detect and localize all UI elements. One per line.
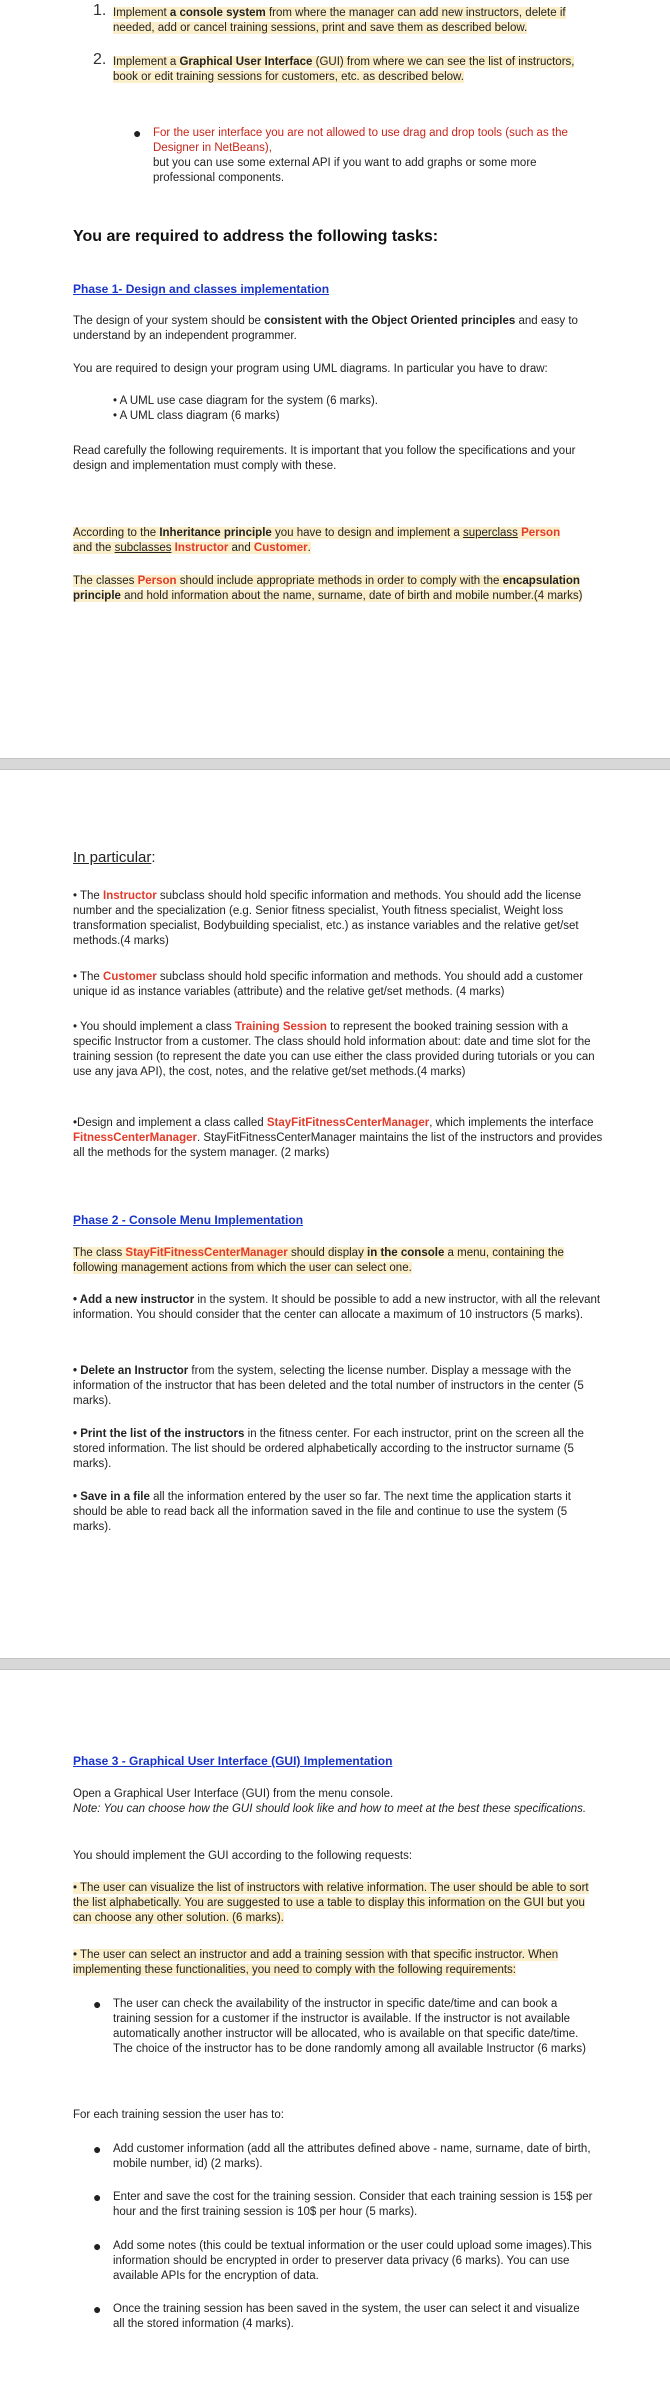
- bullet-icon: ●: [93, 2301, 102, 2317]
- page-separator: [0, 1658, 670, 1670]
- availability-bullet: ● The user can check the availability of the instructor in specific date/time and can book a training session for a customer if the instructor is available. If the instructor is not available automatically another instructor will be allocated, who is available on that specific date/time. The choice of the instructor has to be done randomly among all available Instructor (6 marks): [93, 1996, 587, 2055]
- numbered-item-1: [93, 2, 593, 36]
- phase3-title: Phase 3 - Graphical User Interface (GUI) Implementation: [73, 1754, 393, 1768]
- numbered-item-2: [93, 51, 593, 85]
- uml-item-1: • A UML use case diagram for the system (6 marks).: [113, 395, 378, 407]
- delete-instructor-item: • Delete an Instructor from the system, selecting the license number. Display a message with the information of the instructor that has been deleted and the total number of instructors in the center (5 marks).: [73, 1365, 584, 1407]
- page-3: [0, 1670, 670, 2400]
- bullet-icon: ●: [93, 2189, 102, 2205]
- session-bullet-2: ● Enter and save the cost for the training session. Consider that each training session is 15$ per hour and the first training session is 10$ per hour (5 marks).: [93, 2189, 593, 2218]
- read-requirements: Read carefully the following requirements. It is important that you follow the specifications and your design and implementation must comply with these.: [73, 445, 576, 472]
- training-session-paragraph: • You should implement a class Training Session to represent the booked training session with a specific Instructor from a customer. The class should hold information about: date and time slot for the training session (to represent the date you can use either the class provided during tutorials or you can use any java API), the cost, notes, and the relative get/set methods.(4 marks): [73, 1021, 595, 1078]
- uml-intro: You are required to design your program using UML diagrams. In particular you have to draw:: [73, 363, 548, 375]
- gui-note: [133, 125, 593, 186]
- bullet-icon: ●: [93, 1996, 102, 2012]
- save-file-item: • Save in a file all the information entered by the user so far. The next time the application starts it should be able to read back all the information saved in the file and continue to use the system (5 marks).: [73, 1491, 571, 1533]
- bullet-icon: ●: [93, 2238, 102, 2254]
- session-bullet-1: ● Add customer information (add all the attributes defined above - name, surname, date of birth, mobile number, id) (2 marks).: [93, 2141, 591, 2170]
- customer-paragraph: • The Customer subclass should hold specific information and methods. You should add a customer unique id as instance variables (attribute) and the relative get/set methods. (4 marks): [73, 971, 584, 998]
- design-paragraph: The design of your system should be consistent with the Object Oriented principles and easy to understand by an independent programmer.: [73, 315, 578, 342]
- page-2: [0, 770, 670, 1658]
- encapsulation-paragraph: The classes Person should include appropriate methods in order to comply with the encapsulation principle and hold information about the name, surname, date of birth and mobile number.(4 marks): [73, 575, 583, 602]
- request-1: • The user can visualize the list of instructors with relative information. The user should be able to sort the list alphabetically. You are suggested to use a table to display this information on the GUI but you can choose any other solution. (6 marks).: [73, 1882, 589, 1924]
- open-gui-paragraph: Open a Graphical User Interface (GUI) from the menu console. Note: You can choose how the GUI should look like and how to meet at the best these specifications.: [73, 1788, 587, 1815]
- session-bullet-4: ● Once the training session has been saved in the system, the user can select it and visualize all the stored information (4 marks).: [93, 2301, 580, 2330]
- for-each-heading: For each training session the user has to:: [73, 2109, 284, 2121]
- gui-note-black: but you can use some external API if you want to add graphs or some more professional components.: [153, 157, 537, 184]
- item-text: Implement a console system from where the manager can add new instructors, delete if needed, add or cancel training sessions, print and save them as described below.: [113, 7, 566, 34]
- add-instructor-item: • Add a new instructor in the system. It should be possible to add a new instructor, with all the relevant information. You should consider that the center can allocate a maximum of 10 instructors (5 marks).: [73, 1294, 601, 1321]
- in-particular-heading: In particular:: [73, 849, 156, 866]
- print-list-item: • Print the list of the instructors in the fitness center. For each instructor, print on the screen all the stored information. The list should be ordered alphabetically according to the instructor surname (5 marks).: [73, 1428, 584, 1470]
- inheritance-paragraph: According to the Inheritance principle you have to design and implement a superclass Person and the subclasses Instructor and Customer.: [73, 527, 561, 554]
- menu-paragraph: The class StayFitFitnessCenterManager should display in the console a menu, containing the following management actions from which the user can select one.: [73, 1247, 564, 1274]
- item-number: 2.: [93, 51, 107, 68]
- phase2-title: Phase 2 - Console Menu Implementation: [73, 1213, 304, 1227]
- bullet-icon: ●: [133, 125, 142, 141]
- item-number: 1.: [93, 2, 107, 19]
- should-implement: You should implement the GUI according to the following requests:: [73, 1850, 413, 1862]
- page-separator: [0, 758, 670, 770]
- uml-item-2: • A UML class diagram (6 marks): [113, 410, 280, 422]
- request-2: • The user can select an instructor and add a training session with that specific instructor. When implementing these functionalities, you need to comply with the following requirements:: [73, 1949, 559, 1976]
- session-bullet-3: ● Add some notes (this could be textual information or the user could upload some images).This information should be encrypted in order to preserver data privacy (6 marks). You can use available APIs for the encryption of data.: [93, 2238, 592, 2282]
- tasks-heading: You are required to address the following tasks:: [73, 228, 439, 245]
- instructor-paragraph: • The Instructor subclass should hold specific information and methods. You should add the license number and the specialization (e.g. Senior fitness specialist, Youth fitness specialist, Weight loss transformation specialist, Bodybuilding specialist, etc.) as instance variables and the relative get/set methods.(4 marks): [73, 890, 582, 947]
- item-text: Implement a Graphical User Interface (GUI) from where we can see the list of instructors, book or edit training sessions for customers, etc. as described below.: [113, 56, 575, 83]
- bullet-icon: ●: [93, 2141, 102, 2157]
- phase1-title: Phase 1- Design and classes implementation: [73, 282, 330, 296]
- page-1: [0, 0, 670, 758]
- stayfit-paragraph: •Design and implement a class called StayFitFitnessCenterManager, which implements the interface FitnessCenterManager. StayFitFitnessCenterManager maintains the list of the instructors and provides all the methods for the system manager. (2 marks): [73, 1117, 603, 1159]
- gui-note-red: For the user interface you are not allowed to use drag and drop tools (such as the Designer in NetBeans),: [153, 127, 568, 154]
